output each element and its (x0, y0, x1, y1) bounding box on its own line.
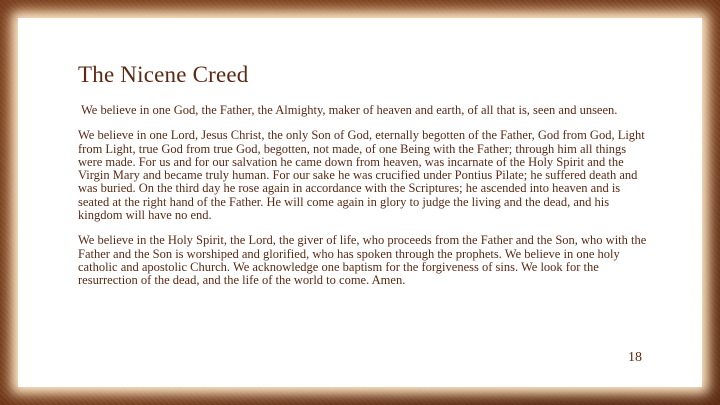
slide-card (18, 18, 702, 387)
slide-title: The Nicene Creed (78, 62, 249, 87)
creed-paragraph-father: We believe in one God, the Father, the Almighty, maker of heaven and earth, of all that is, seen and unseen. (81, 103, 618, 117)
slide-body (78, 104, 650, 300)
creed-paragraph-spirit: We believe in the Holy Spirit, the Lord, the giver of life, who proceeds from the Father and the Son, who with the Father and the Son is worshiped and glorified, who has spoken through the prophets. We believe in one holy catholic and apostolic Church. We acknowledge one baptism for the forgiveness of sins. We look for the resurrection of the dead, and the life of the world to come. Amen. (78, 233, 647, 288)
page-number: 18 (628, 350, 642, 365)
creed-paragraph-son: We believe in one Lord, Jesus Christ, the only Son of God, eternally begotten of the Father, God from God, Light from Light, true God from true God, begotten, not made, of one Being with the Father; through him all things were made. For us and for our salvation he came down from heaven, was incarnate of the Holy Spirit and the Virgin Mary and became truly human. For our sake he was crucified under Pontius Pilate; he suffered death and was buried. On the third day he rose again in accordance with the Scriptures; he ascended into heaven and is seated at the right hand of the Father. He will come again in glory to judge the living and the dead, and his kingdom will have no end. (78, 128, 645, 223)
